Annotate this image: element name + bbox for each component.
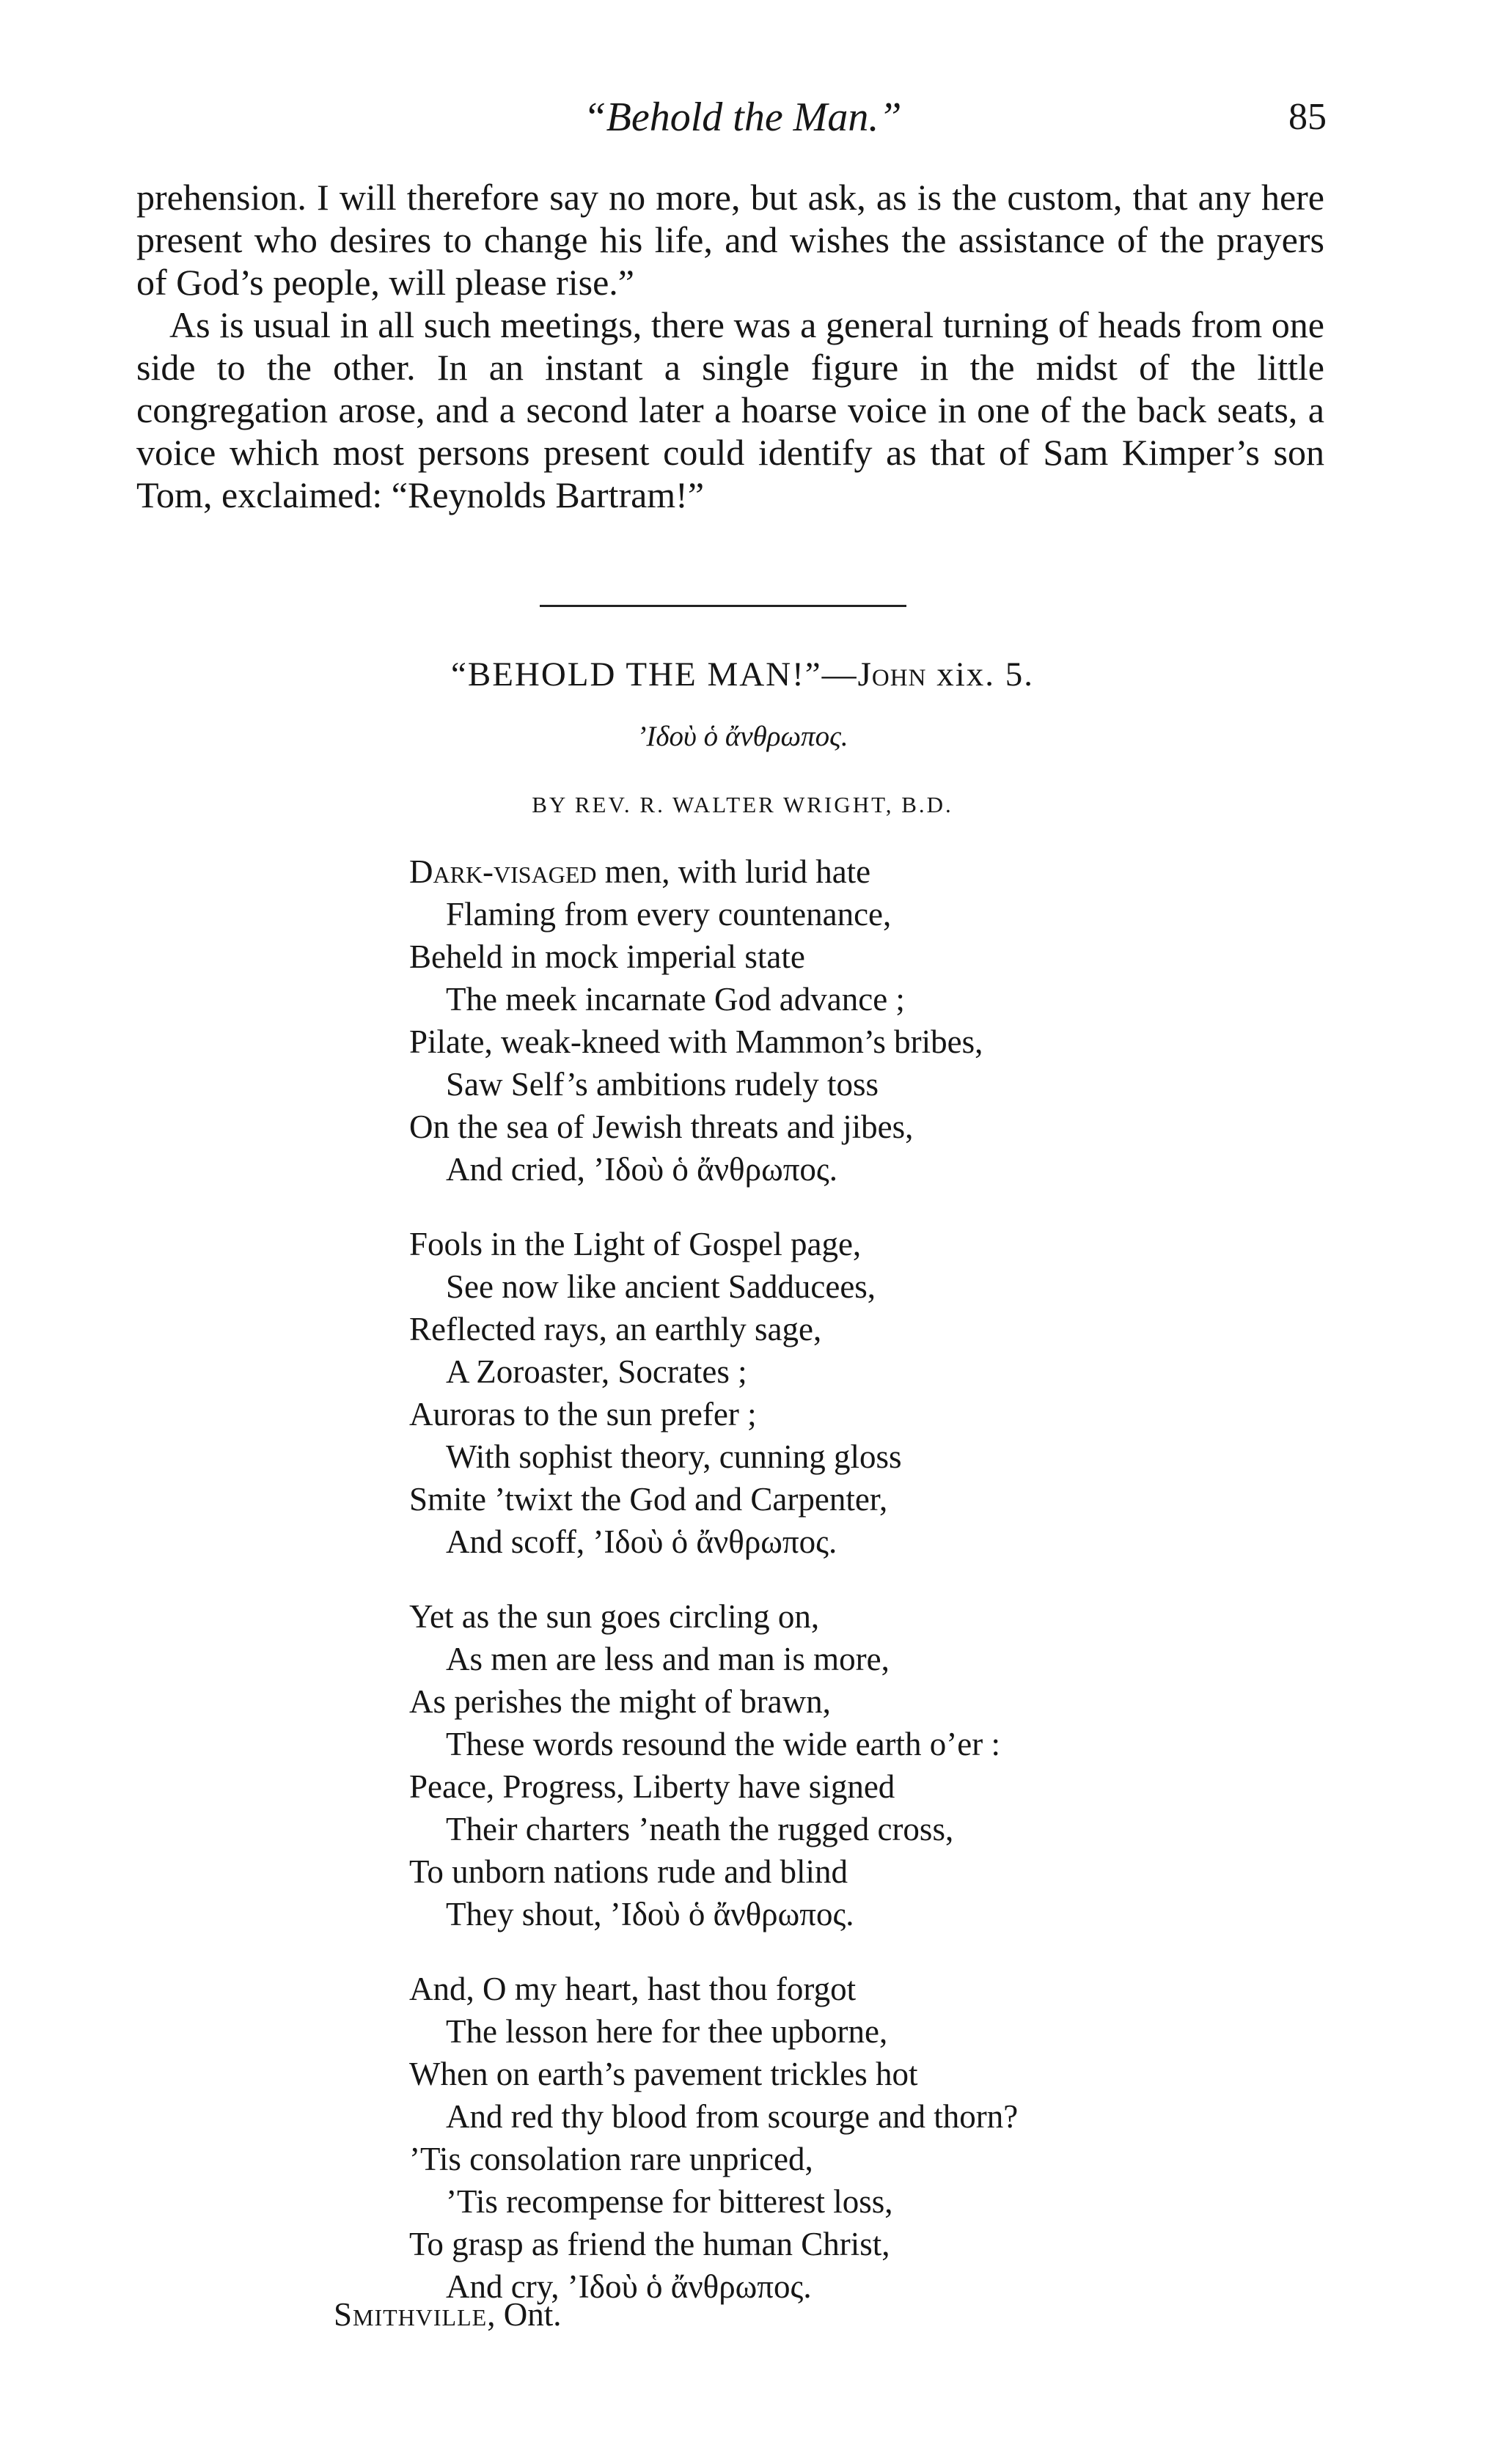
poem-line: Fools in the Light of Gospel page, (409, 1226, 862, 1262)
poem-line: With sophist theory, cunning gloss (446, 1438, 902, 1475)
running-head (0, 94, 1485, 152)
poem-line: ’Tis recompense for bitterest loss, (446, 2183, 893, 2220)
stanza (409, 1968, 1363, 2308)
poem-line: The meek incarnate God advance ; (446, 981, 905, 1018)
poem-line: See now like ancient Sadducees, (446, 1268, 876, 1305)
poem-line: Flaming from every countenance, (446, 896, 892, 933)
greek-epigraph: ’Ιδοὺ ὁ ἄνθρωπος. (637, 721, 848, 752)
poem-line: As perishes the might of brawn, (409, 1683, 831, 1720)
poem-line: When on earth’s pavement trickles hot (409, 2056, 918, 2092)
signoff-place: Smithville (334, 2296, 488, 2333)
prose-paragraph: prehension. I will therefore say no more, but ask, as is the custom, that any here present who desires to change his life, and wishes the assistance of the prayers of God’s people, will please rise.” (136, 177, 1324, 303)
poem-line (409, 850, 1363, 893)
prose-section (136, 176, 1324, 516)
poem-line: And cry, ’Ιδοὺ ὁ ἄνθρωπος. (446, 2268, 812, 2305)
poem-line: Pilate, weak-kneed with Mammon’s bribes, (409, 1023, 983, 1060)
poem-line: Smite ’twixt the God and Carpenter, (409, 1481, 888, 1518)
poem-line: ’Tis consolation rare unpriced, (409, 2141, 813, 2177)
poem-title-ref-rest: xix. 5. (926, 655, 1034, 694)
stanza (409, 1595, 1363, 1935)
poem-line: Reflected rays, an earthly sage, (409, 1311, 822, 1347)
poem-signoff (334, 2295, 561, 2334)
poem-line: And, O my heart, hast thou forgot (409, 1971, 857, 2007)
poem-line: A Zoroaster, Socrates ; (446, 1353, 747, 1390)
poem-body (409, 850, 1363, 2340)
prose-paragraph: As is usual in all such meetings, there was a general turning of heads from one side to the other. In an instant a single figure in the midst of the little congregation arose, and a second later a hoarse voice in one of the back seats, a voice which most persons present could identify as that of Sam Kimper’s son Tom, exclaimed: “Reynolds Bartram!” (136, 304, 1324, 515)
poem-line: As men are less and man is more, (446, 1641, 890, 1677)
poem-line: Beheld in mock imperial state (409, 938, 805, 975)
poem-line: Saw Self’s ambitions rudely toss (446, 1066, 879, 1103)
signoff-rest: , Ont. (487, 2296, 562, 2333)
poem-line: On the sea of Jewish threats and jibes, (409, 1108, 914, 1145)
poem-line: Peace, Progress, Liberty have signed (409, 1768, 895, 1805)
poem-first-word: Dark-visaged (409, 853, 597, 890)
poem-line: And cried, ’Ιδοὺ ὁ ἄνθρωπος. (446, 1151, 837, 1188)
poem-line: To unborn nations rude and blind (409, 1853, 848, 1890)
poem-title-main: “BEHOLD THE MAN!”— (450, 655, 858, 694)
stanza (409, 1223, 1363, 1563)
stanza (409, 850, 1363, 1191)
poem-line: They shout, ’Ιδοὺ ὁ ἄνθρωπος. (446, 1896, 854, 1932)
page-number: 85 (1288, 96, 1327, 138)
poem-title-ref-name: John (857, 655, 927, 694)
poem-byline: BY REV. R. WALTER WRIGHT, B.D. (532, 792, 953, 817)
poem-line: The lesson here for thee upborne, (446, 2013, 888, 2050)
poem-line: These words resound the wide earth o’er : (446, 1726, 1000, 1762)
poem-line: And scoff, ’Ιδοὺ ὁ ἄνθρωπος. (446, 1523, 837, 1560)
poem-line: To grasp as friend the human Christ, (409, 2226, 890, 2262)
section-divider (540, 605, 906, 607)
running-title: “Behold the Man.” (583, 95, 902, 140)
poem-line: And red thy blood from scourge and thorn? (446, 2098, 1019, 2135)
poem-title (0, 655, 1485, 694)
poem-line: Auroras to the sun prefer ; (409, 1396, 757, 1433)
poem-line-text: men, with lurid hate (596, 853, 871, 890)
poem-line: Their charters ’neath the rugged cross, (446, 1811, 954, 1847)
poem-line: Yet as the sun goes circling on, (409, 1598, 820, 1635)
